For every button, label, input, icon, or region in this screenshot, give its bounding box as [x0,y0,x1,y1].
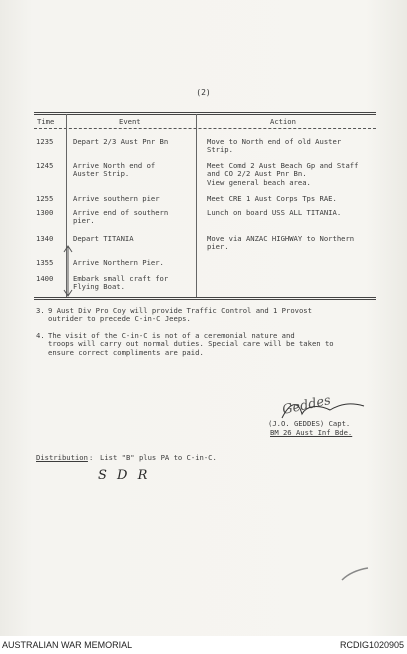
table-divider-action [196,114,197,298]
table-row-3-event: Arrive southern pier [73,194,160,203]
table-header-action: Action [270,117,296,126]
table-row-3-time: 1255 [36,194,54,203]
table-row-4-action: Lunch on board USS ALL TITANIA. [207,208,342,217]
table-row-2-action: Meet Comd 2 Aust Beach Gp and Staff and CO 2/2 Aust Pnr Bn. View general beach area. [207,161,359,187]
table-row-4-event: Arrive end of southern pier. [73,208,169,226]
table-row-7-event: Embark small craft for Flying Boat. [73,274,169,292]
table-bottom-rule-2 [34,299,376,300]
table-header-rule [34,128,376,129]
signature-role: BM 26 Aust Inf Bde. [270,428,353,437]
table-row-1-time: 1235 [36,137,54,146]
table-row-2-event: Arrive North end of Auster Strip. [73,161,156,179]
table-header-time: Time [37,117,55,126]
distribution-colon: : [89,453,94,462]
distribution-label: Distribution [36,453,88,462]
table-row-5-time: 1340 [36,234,54,243]
table-top-rule [34,112,376,113]
table-row-6-event: Arrive Northern Pier. [73,258,164,267]
distribution-text: List "B" plus PA to C-in-C. [100,453,217,462]
table-row-5-event: Depart TITANIA [73,234,134,243]
paragraph-4-number: 4. [36,331,45,340]
page-number: (2) [196,88,211,97]
table-header-event: Event [119,117,141,126]
paragraph-3-number: 3. [36,306,45,315]
handwritten-initials: S D R [98,468,151,483]
paragraph-4-text: The visit of the C-in-C is not of a ceremonial nature and troops will carry out normal duties. Special care will be taken to ensure correct compliments are paid. [48,331,334,357]
archive-footer [0,636,407,654]
table-row-1-event: Depart 2/3 Aust Pnr Bn [73,137,169,146]
signature-scrawl: Geddes [280,393,333,418]
signature-name: (J.O. GEDDES) Capt. [268,419,351,428]
table-top-rule-2 [34,114,376,115]
table-row-6-time: 1355 [36,258,54,267]
table-row-3-action: Meet CRE 1 Aust Corps Tps RAE. [207,194,337,203]
footer-source: AUSTRALIAN WAR MEMORIAL [2,640,133,650]
table-row-4-time: 1300 [36,208,54,217]
table-row-2-time: 1245 [36,161,54,170]
paragraph-3-text: 9 Aust Div Pro Coy will provide Traffic Control and 1 Provost outrider to precede C-in-C Jeeps. [48,306,312,324]
table-bottom-rule [34,297,376,298]
pencil-mark [340,566,370,582]
table-row-7-time: 1400 [36,274,54,283]
table-row-5-action: Move via ANZAC HIGHWAY to Northern pier. [207,234,355,252]
table-row-1-action: Move to North end of old Auster Strip. [207,137,342,155]
footer-reference: RCDIG1020905 [339,640,404,650]
handwritten-arrow [62,244,74,300]
